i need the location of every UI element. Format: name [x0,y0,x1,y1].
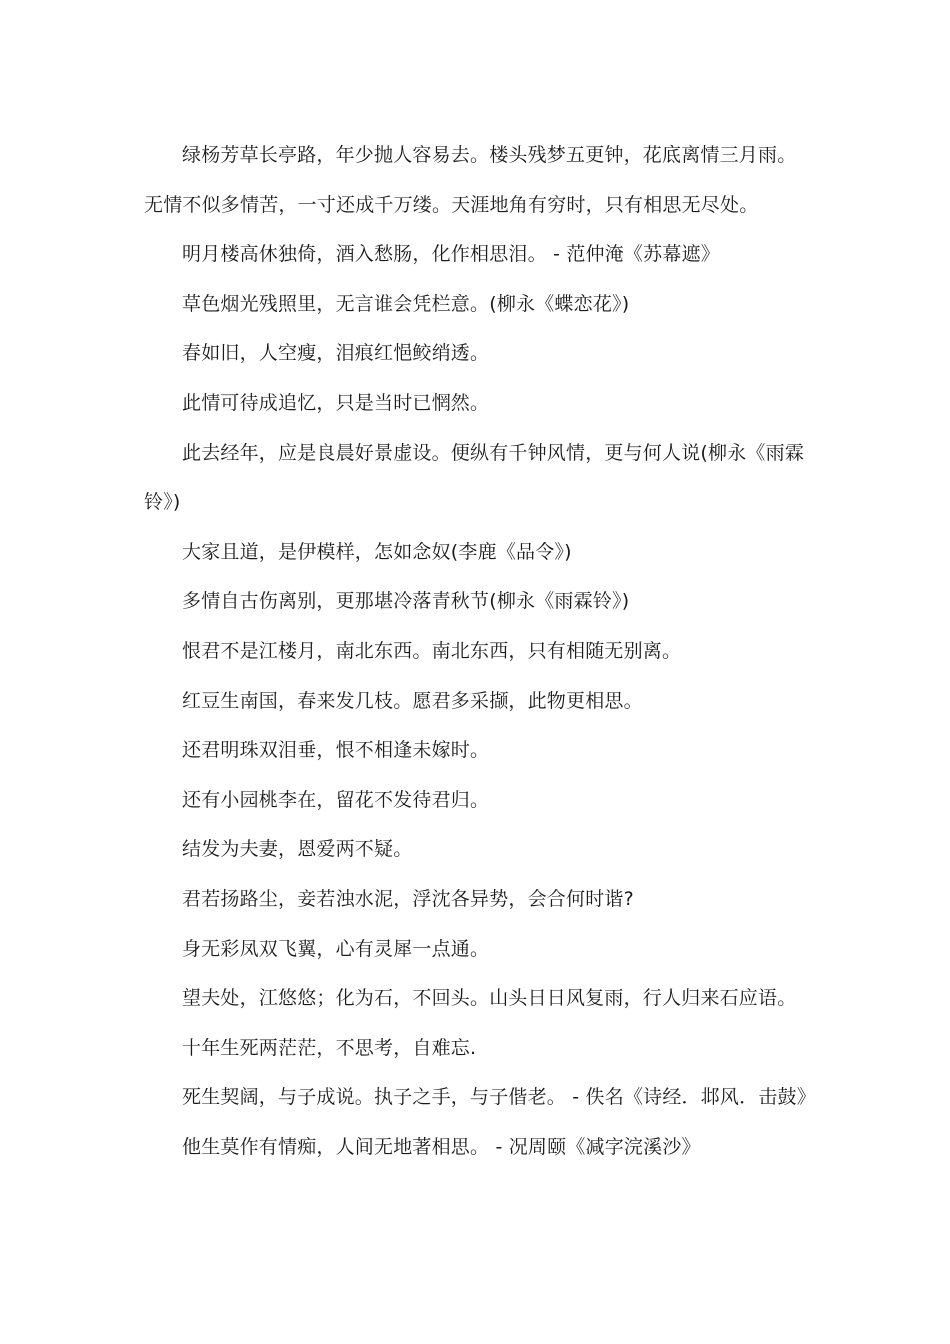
poem-paragraph-3: 草色烟光残照里，无言谁会凭栏意。(柳永《蝶恋花》) [182,292,630,315]
poem-paragraph-16: 望夫处，江悠悠；化为石，不回头。山头日日风复雨，行人归来石应语。 [182,987,797,1010]
poem-paragraph-2: 明月楼高休独倚，酒入愁肠，化作相思泪。 - 范仲淹《苏幕遮》 [182,243,720,266]
poem-paragraph-9: 恨君不是江楼月，南北东西。南北东西，只有相随无别离。 [182,639,682,662]
poem-list [144,131,816,1172]
poem-paragraph-5: 此情可待成追忆，只是当时已惘然。 [182,391,490,414]
poem-paragraph-4: 春如旧，人空瘦，泪痕红悒鲛绡透。 [182,342,490,365]
poem-paragraph-18: 死生契阔，与子成说。执子之手，与子偕老。 - 佚名《诗经．邶风．击鼓》 [182,1086,816,1109]
poem-paragraph-13: 结发为夫妻，恩爱两不疑。 [182,838,413,861]
poem-paragraph-11: 还君明珠双泪垂，恨不相逢未嫁时。 [182,739,490,762]
poem-paragraph-6: 此去经年，应是良晨好景虚设。便纵有千钟风情，更与何人说(柳永《雨霖铃》) [144,441,805,514]
poem-paragraph-1: 绿杨芳草长亭路，年少抛人容易去。楼头残梦五更钟，花底离情三月雨。无情不似多情苦，一寸还成千万缕。天涯地角有穷时，只有相思无尽处。 [144,144,797,216]
poem-paragraph-8: 多情自古伤离别，更那堪冷落青秋节(柳永《雨霖铃》) [182,590,630,613]
poem-paragraph-12: 还有小园桃李在，留花不发待君归。 [182,788,490,811]
poem-paragraph-19: 他生莫作有情痴，人间无地著相思。 - 况周颐《减字浣溪沙》 [182,1135,701,1158]
poem-paragraph-17: 十年生死两茫茫，不思考，自难忘. [182,1036,477,1059]
poem-paragraph-15: 身无彩凤双飞翼，心有灵犀一点通。 [182,937,490,960]
poem-paragraph-14: 君若扬路尘，妾若浊水泥，浮沈各异势，会合何时谐? [182,887,634,910]
poem-paragraph-10: 红豆生南国，春来发几枝。愿君多采撷，此物更相思。 [182,689,643,712]
poem-paragraph-7: 大家且道，是伊模样，怎如念奴(李鹿《品令》) [182,540,572,563]
